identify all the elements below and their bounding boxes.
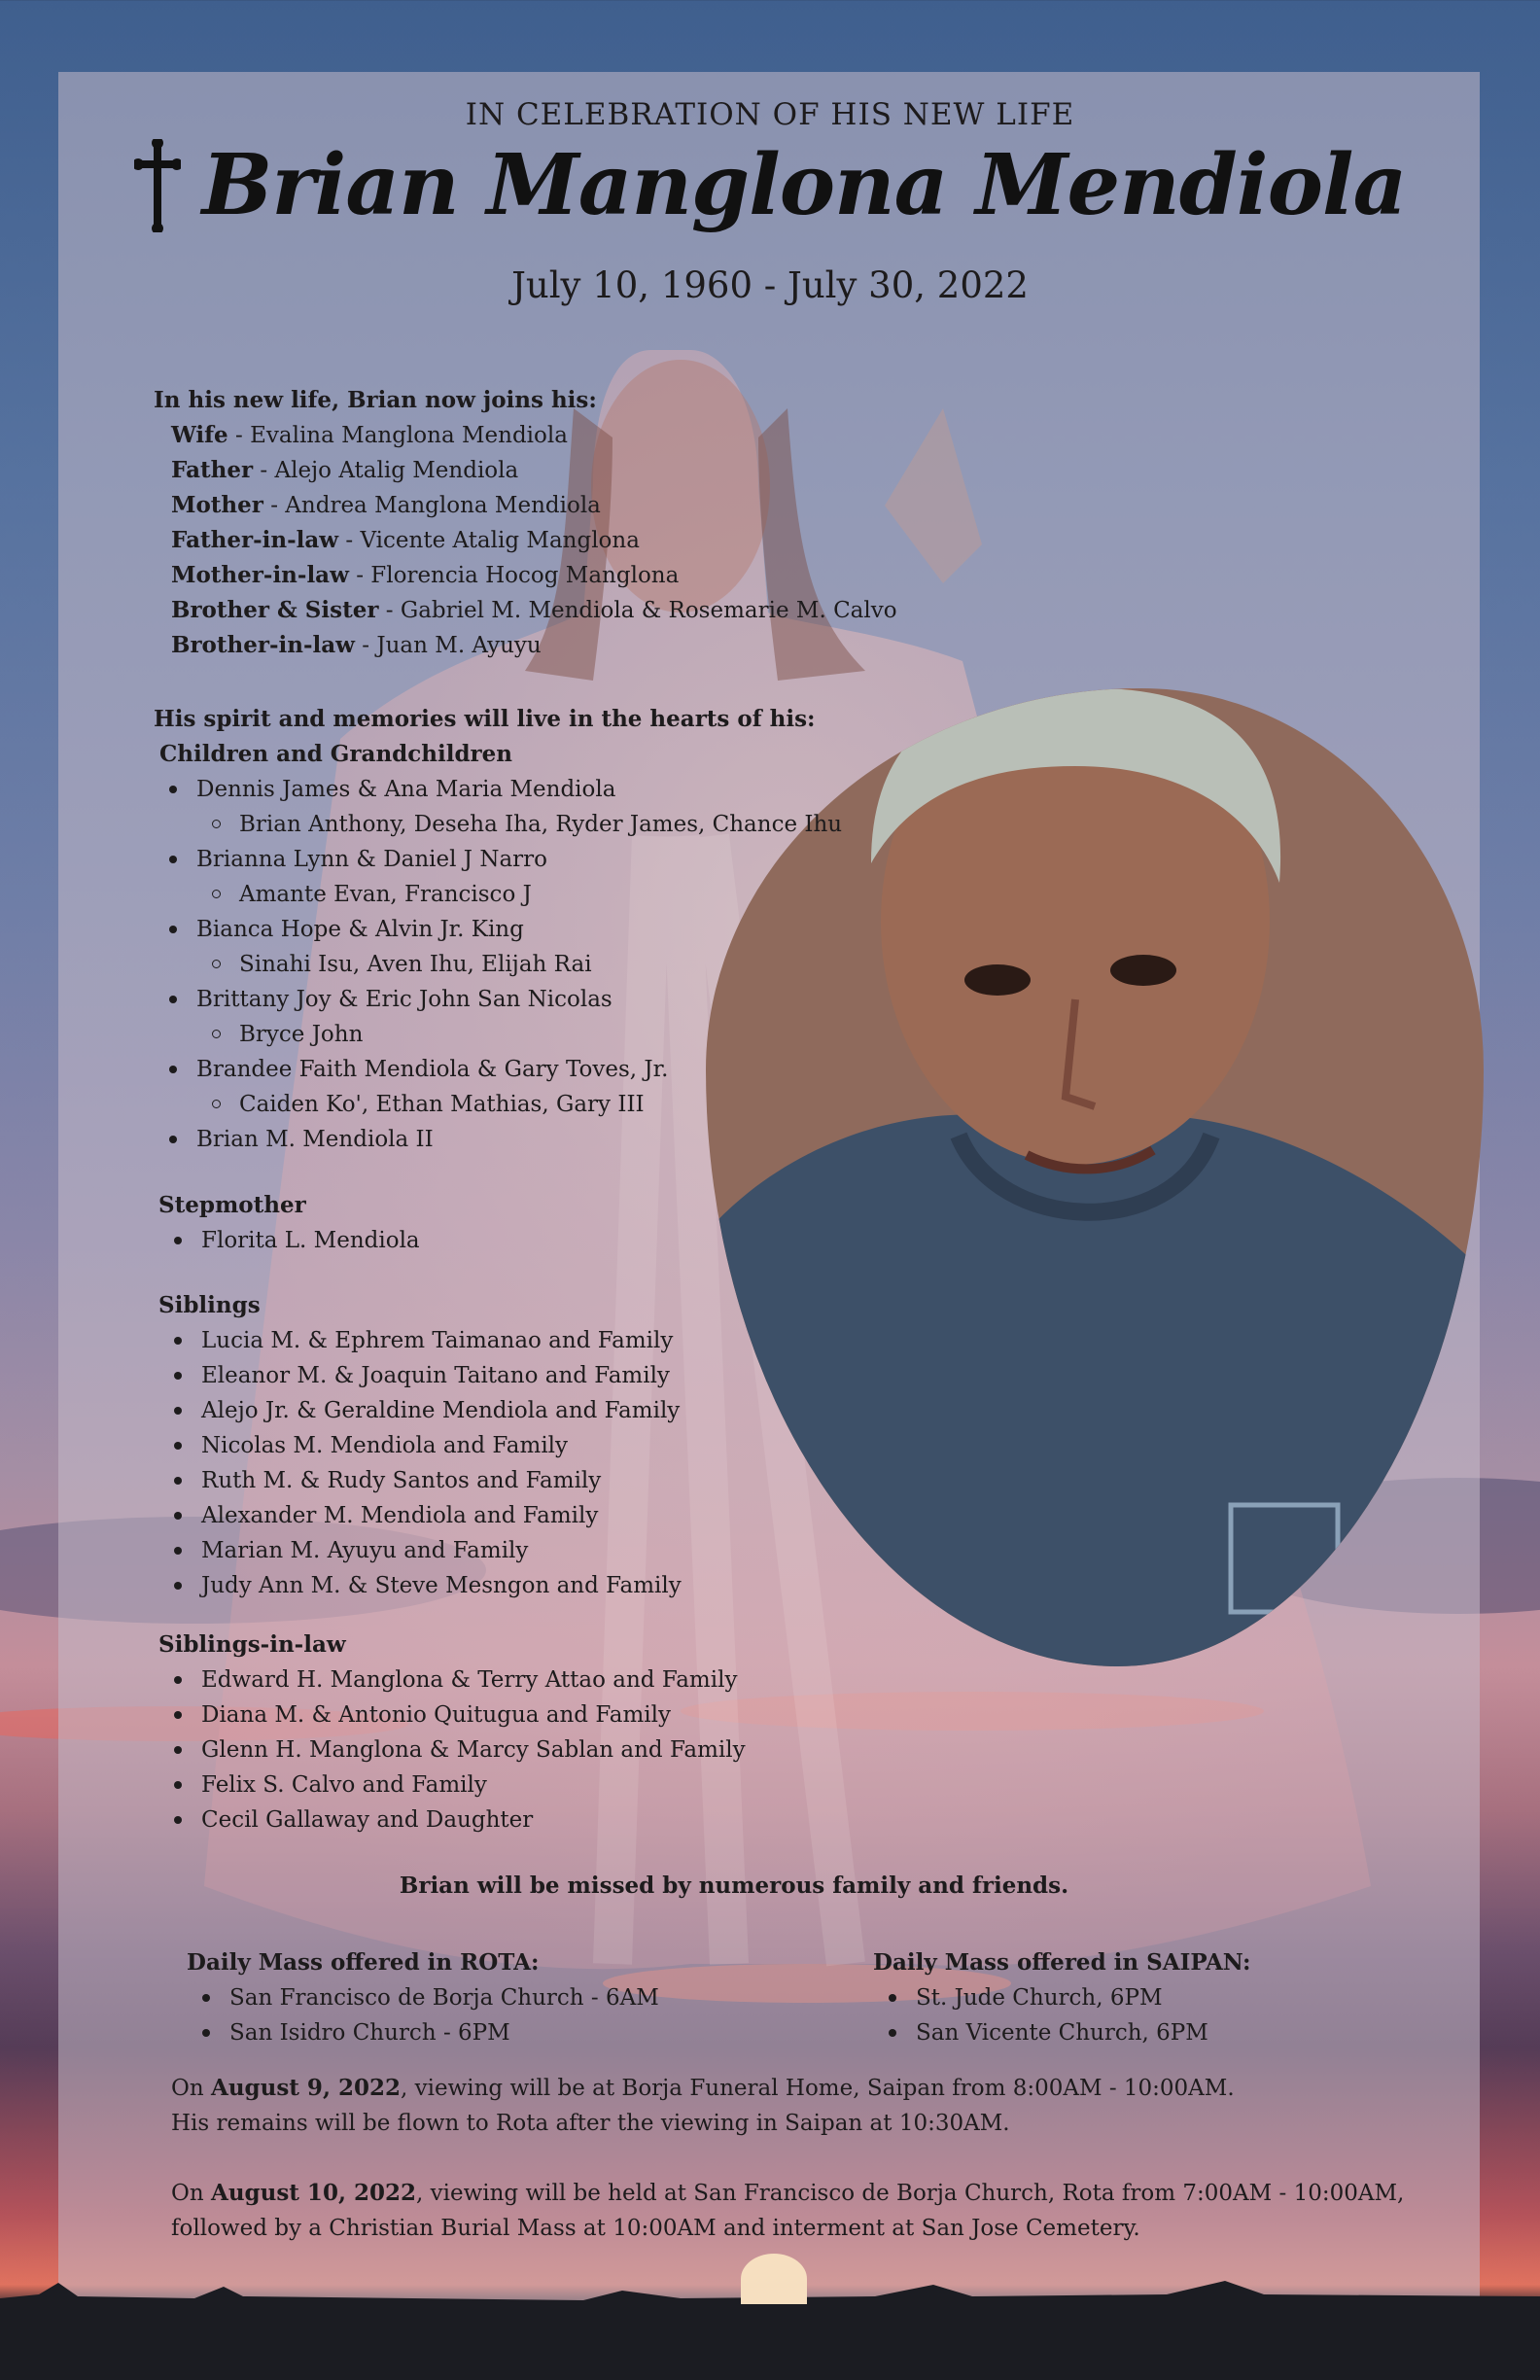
memories-section	[154, 702, 842, 1157]
siblings-in-law-section	[158, 1628, 746, 1838]
relation-item	[171, 593, 897, 628]
relation-item	[171, 558, 897, 593]
missed-line: Brian will be missed by numerous family and friends.	[399, 1872, 1069, 1899]
name-row	[0, 136, 1540, 234]
mass-saipan-list	[873, 1980, 1251, 2050]
viewing-rota-paragraph	[171, 2176, 1404, 2246]
sibling-item: Marian M. Ayuyu and Family	[158, 1533, 682, 1568]
relation-item	[171, 418, 897, 453]
relation-label: Mother-in-law	[171, 562, 349, 588]
sibling-in-law-item: Edward H. Manglona & Terry Attao and Family	[158, 1662, 746, 1698]
horizon-ground	[0, 2304, 1540, 2380]
mass-rota-list	[187, 1980, 659, 2050]
sibling-in-law-item: Glenn H. Manglona & Marcy Sablan and Family	[158, 1732, 746, 1768]
sibling-item: Ruth M. & Rudy Santos and Family	[158, 1463, 682, 1498]
viewing-details: , viewing will be held at San Francisco de Borja Church, Rota from 7:00AM - 10:00AM,	[415, 2181, 1405, 2206]
joins-list	[154, 418, 897, 663]
relation-label: Brother-in-law	[171, 632, 355, 658]
viewing-saipan-line2: His remains will be flown to Rota after the viewing in Saipan at 10:30AM.	[171, 2111, 1010, 2136]
viewing-rota-line2: followed by a Christian Burial Mass at 10:00AM and interment at San Jose Cemetery.	[171, 2216, 1140, 2241]
siblings-section	[158, 1288, 682, 1603]
children-list	[154, 772, 842, 1157]
mass-saipan-item: San Vicente Church, 6PM	[873, 2015, 1251, 2050]
sibling-in-law-item: Diana M. & Antonio Quitugua and Family	[158, 1698, 746, 1732]
sibling-in-law-item: Cecil Gallaway and Daughter	[158, 1802, 746, 1838]
child-item: Brandee Faith Mendiola & Gary Toves, Jr.	[154, 1052, 842, 1087]
relation-label: Mother	[171, 492, 263, 518]
relation-label: Father	[171, 457, 254, 483]
viewing-details: , viewing will be at Borja Funeral Home, Saipan from 8:00AM - 10:00AM.	[400, 2076, 1235, 2101]
sibling-item: Nicolas M. Mendiola and Family	[158, 1428, 682, 1463]
memories-intro: His spirit and memories will live in the hearts of his:	[154, 706, 816, 732]
relation-item	[171, 488, 897, 523]
relation-name: - Vicente Atalig Manglona	[338, 528, 640, 553]
mass-rota-item: San Isidro Church - 6PM	[187, 2015, 659, 2050]
siblings-in-law-list	[158, 1662, 746, 1838]
relation-name: - Andrea Manglona Mendiola	[262, 493, 601, 518]
relation-label: Brother & Sister	[171, 597, 379, 623]
viewing-rota-line1	[171, 2176, 1404, 2211]
mass-saipan-item: St. Jude Church, 6PM	[873, 1980, 1251, 2015]
siblings-in-law-heading: Siblings-in-law	[158, 1631, 346, 1658]
relation-label: Wife	[171, 422, 228, 448]
siblings-list	[158, 1323, 682, 1603]
viewing-saipan-paragraph	[171, 2071, 1235, 2141]
viewing-date: August 10, 2022	[210, 2180, 416, 2206]
child-item: Bianca Hope & Alvin Jr. King	[154, 912, 842, 947]
grandchildren-item: Sinahi Isu, Aven Ihu, Elijah Rai	[154, 947, 842, 982]
sibling-in-law-item: Felix S. Calvo and Family	[158, 1768, 746, 1802]
joins-intro: In his new life, Brian now joins his:	[154, 387, 597, 413]
life-dates: July 10, 1960 - July 30, 2022	[511, 264, 1029, 306]
relation-item	[171, 453, 897, 488]
relation-item	[171, 523, 897, 558]
stepmother-list	[158, 1223, 420, 1258]
deceased-name: Brian Manglona Mendiola	[201, 136, 1407, 234]
child-item: Brittany Joy & Eric John San Nicolas	[154, 982, 842, 1017]
mass-saipan-section	[873, 1945, 1251, 2050]
relation-label: Father-in-law	[171, 527, 339, 553]
child-item: Brian M. Mendiola II	[154, 1122, 842, 1157]
stepmother-section	[158, 1188, 420, 1258]
relation-item	[171, 628, 897, 663]
relation-name: - Florencia Hocog Manglona	[348, 563, 680, 588]
viewing-prefix: On	[171, 2181, 211, 2206]
mass-rota-section	[187, 1945, 659, 2050]
stepmother-heading: Stepmother	[158, 1192, 306, 1218]
mass-saipan-heading: Daily Mass offered in SAIPAN:	[873, 1949, 1251, 1976]
relation-name: - Juan M. Ayuyu	[355, 633, 542, 658]
grandchildren-item: Caiden Ko', Ethan Mathias, Gary III	[154, 1087, 842, 1122]
viewing-prefix: On	[171, 2076, 211, 2101]
setting-sun	[741, 2254, 807, 2304]
grandchildren-item: Brian Anthony, Deseha Iha, Ryder James, Chance Ihu	[154, 807, 842, 842]
sibling-item: Alejo Jr. & Geraldine Mendiola and Family	[158, 1393, 682, 1428]
relation-name: - Gabriel M. Mendiola & Rosemarie M. Calvo	[378, 598, 897, 623]
joins-section	[154, 383, 897, 663]
viewing-saipan-line1	[171, 2071, 1235, 2106]
siblings-heading: Siblings	[158, 1292, 261, 1318]
grandchildren-item: Amante Evan, Francisco J	[154, 877, 842, 912]
sibling-item: Eleanor M. & Joaquin Taitano and Family	[158, 1358, 682, 1393]
stepmother-item: Florita L. Mendiola	[158, 1223, 420, 1258]
sibling-item: Alexander M. Mendiola and Family	[158, 1498, 682, 1533]
child-item: Brianna Lynn & Daniel J Narro	[154, 842, 842, 877]
cross-icon	[134, 139, 181, 232]
relation-name: - Evalina Manglona Mendiola	[228, 423, 568, 448]
relation-name: - Alejo Atalig Mendiola	[253, 458, 519, 483]
grandchildren-item: Bryce John	[154, 1017, 842, 1052]
mass-rota-heading: Daily Mass offered in ROTA:	[187, 1949, 540, 1976]
celebration-heading: IN CELEBRATION OF HIS NEW LIFE	[465, 97, 1075, 132]
sibling-item: Judy Ann M. & Steve Mesngon and Family	[158, 1568, 682, 1603]
mass-rota-item: San Francisco de Borja Church - 6AM	[187, 1980, 659, 2015]
child-item: Dennis James & Ana Maria Mendiola	[154, 772, 842, 807]
sibling-item: Lucia M. & Ephrem Taimanao and Family	[158, 1323, 682, 1358]
viewing-date: August 9, 2022	[210, 2075, 401, 2101]
children-heading: Children and Grandchildren	[159, 741, 513, 767]
